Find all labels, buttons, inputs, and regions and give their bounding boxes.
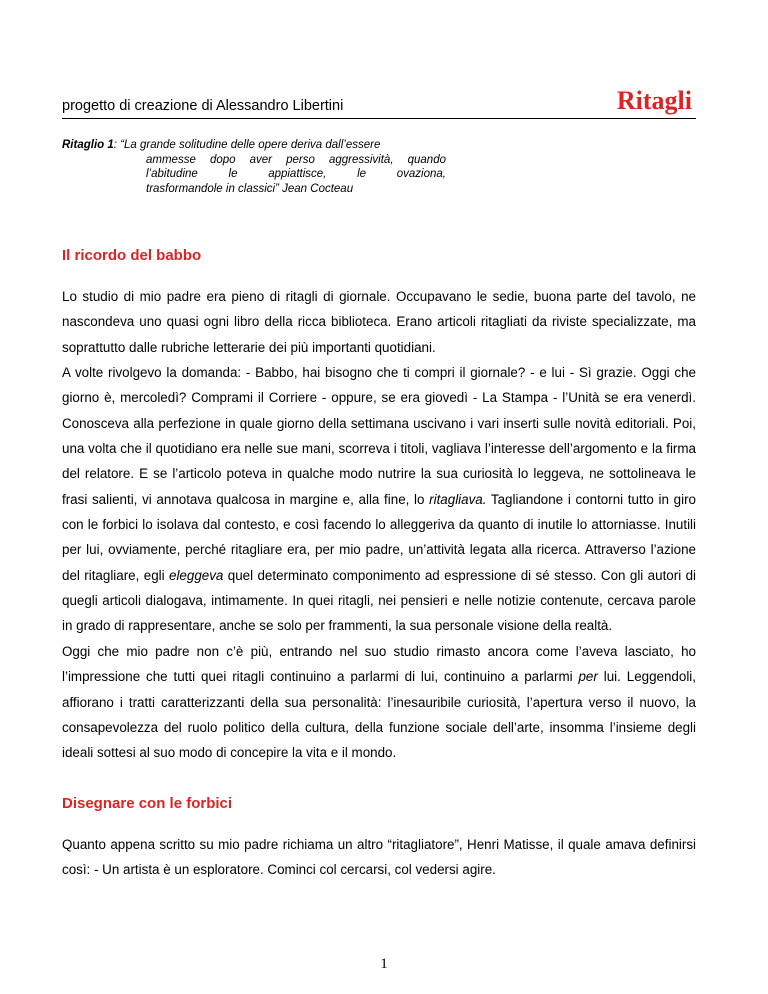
epigraph-quote (62, 138, 446, 196)
section-body-ricordo (62, 284, 696, 766)
emphasis-text: ritagliava. (429, 491, 487, 507)
epigraph-label: Ritaglio 1 (62, 139, 114, 151)
epigraph-first-line (62, 138, 446, 153)
paragraph (62, 639, 696, 766)
emphasis-text: eleggeva (169, 567, 224, 583)
paragraph-text: Tagliandone i contorni tutto in giro con le forbici lo isolava dal contesto, e così facendo lo alleggeriva da quanto di inutile lo attorniasse. Inutili per lui, ovviamente, perché ritagliare era, per mio padre, un’attività legata alla ricerca. Attraverso l’azione del ritagliare, egli (62, 491, 696, 583)
paragraph-text: Oggi che mio padre non c’è più, entrando nel suo studio rimasto ancora come l’aveva lasciato, ho l’impressione che tutti quei ritagli continuino a parlarmi di lui, continuino a parlarmi (62, 643, 696, 685)
paragraph-text: Quanto appena scritto su mio padre richiama un altro “ritagliatore”, Henri Matisse, il quale amava definirsi così: - Un artista è un esploratore. Cominci col cercarsi, col vedersi agire. (62, 837, 696, 878)
epigraph-line-1: : “La grande solitudine delle opere deriva dall’essere (113, 139, 381, 151)
epigraph-line-4: trasformandole in classici” Jean Cocteau (146, 182, 354, 195)
section-body-forbici (62, 832, 696, 883)
paragraph (62, 284, 696, 360)
paragraph (62, 360, 696, 639)
paragraph (62, 832, 696, 883)
header-title: Ritagli (616, 86, 692, 115)
page-number: 1 (380, 956, 388, 972)
paragraph-text: A volte rivolgevo la domanda: - Babbo, hai bisogno che ti compri il giornale? - e lui - Sì grazie. Oggi che giorno è, mercoledì? Comprami il Corriere - oppure, se era giovedì - La Stampa - l’Unità se era venerdì. Conosceva alla perfezione in quale giorno della settimana uscivano i vari inserti sulle novità editoriali. Poi, una volta che il quotidiano era nelle sue mani, scorreva i titoli, vagliava l’interesse dell’argomento e la firma del relatore. E se l’articolo poteva in qualche modo nutrire la sua curiosità lo leggeva, ne sottolineava le frasi salienti, vi annotava qualcosa in margine e, alla fine, lo (62, 365, 696, 507)
epigraph-line-2: ammesse dopo aver perso aggressività, quando (146, 153, 446, 166)
paragraph-text: quel determinato componimento ad espressione di sé stesso. Con gli autori di quegli articoli dialogava, intimamente. In quei ritagli, nei pensieri e nelle notizie contenute, cercava parole in grado di rappresentare, anche se solo per frammenti, la sua personale visione della realtà. (62, 567, 697, 634)
paragraph-text: lui. Leggendoli, affiorano i tratti caratterizzanti della sua personalità: l’inesauribile curiosità, l’apertura verso il nuovo, la consapevolezza del ruolo politico della cultura, della funzione sociale dell’arte, insomma l’insieme degli ideali sottesi al suo modo di concepire la vita e il mondo. (62, 669, 696, 761)
emphasis-text: per (578, 669, 598, 685)
epigraph-line-3: l’abitudine le appiattisce, le ovaziona, (146, 168, 446, 181)
section-title-ricordo: Il ricordo del babbo (62, 247, 202, 264)
paragraph-text: Lo studio di mio padre era pieno di ritagli di giornale. Occupavano le sedie, buona parte del tavolo, ne nascondeva uno quasi ogni libro della ricca biblioteca. Erano articoli ritagliati da riviste specializzate, ma soprattutto dalle rubriche letterarie dei più importanti quotidiani. (62, 289, 696, 355)
page-header (62, 80, 696, 119)
section-title-forbici: Disegnare con le forbici (62, 795, 233, 812)
header-author-line: progetto di creazione di Alessandro Libertini (62, 98, 344, 114)
